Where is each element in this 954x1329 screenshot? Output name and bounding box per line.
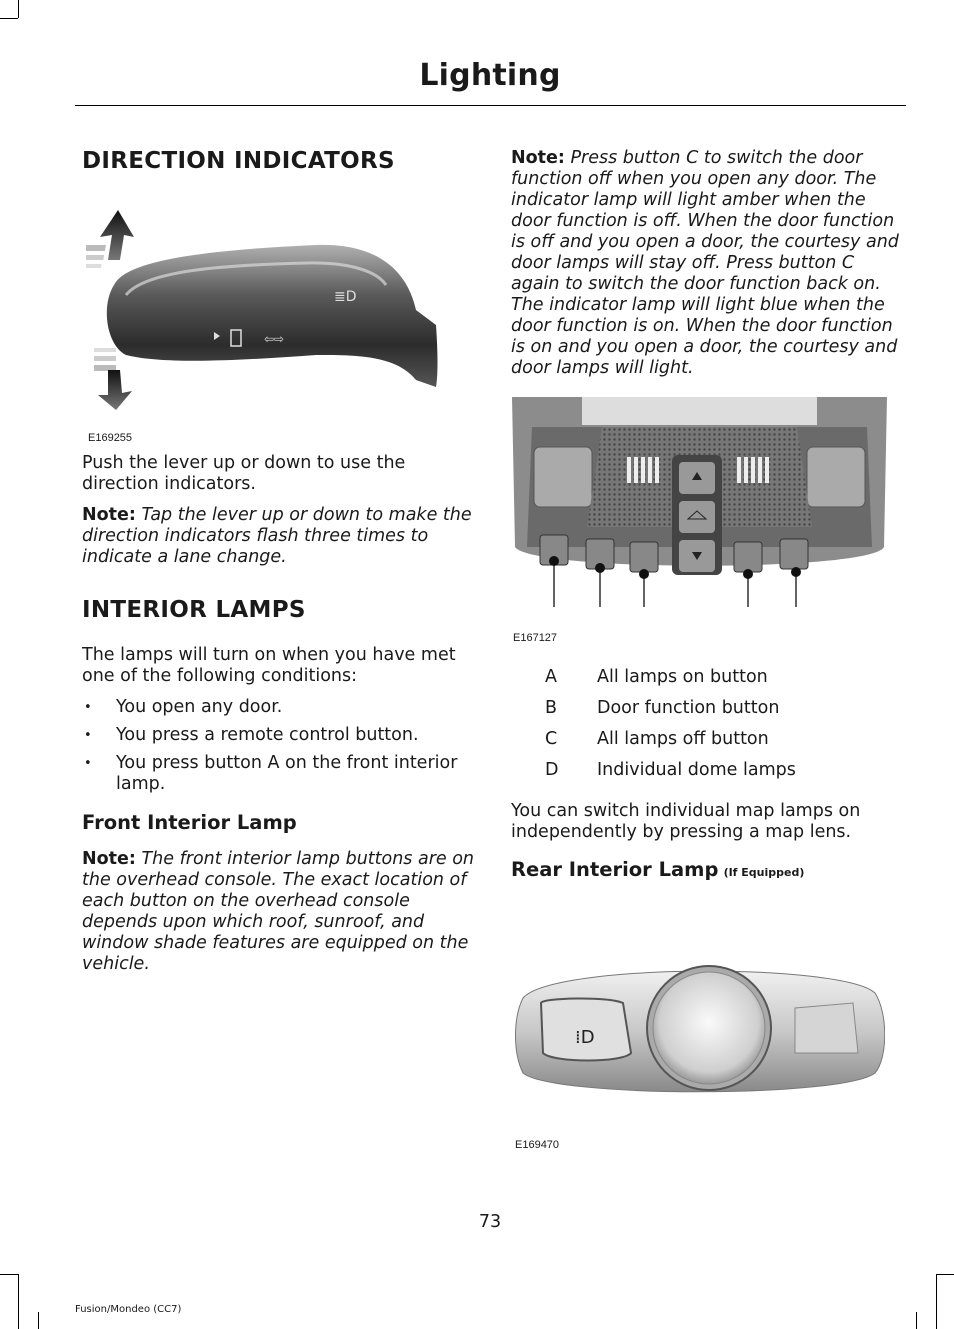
legend-letter: A [545, 667, 557, 687]
up-arrow-icon [86, 210, 134, 268]
svg-text:≣D: ≣D [334, 289, 357, 305]
legend-text: All lamps off button [597, 729, 769, 749]
legend-letter: C [545, 729, 558, 749]
direction-indicators-body: Push the lever up or down to use the direction indicators. [82, 453, 406, 494]
list-item: • You open any door. [82, 697, 477, 718]
note-text: Tap the lever up or down to make the direction indicators flash three times to indicate a lane change. [82, 505, 472, 567]
crop-mark-top-left-v [18, 0, 19, 18]
rear-lamp-title: Rear Interior Lamp [511, 858, 719, 881]
legend-row [511, 760, 906, 791]
rear-lamp-illustration [513, 958, 885, 1098]
header-rule [75, 105, 906, 106]
legend-row [511, 667, 906, 698]
conditions-list [82, 697, 477, 802]
console-legend [511, 667, 906, 791]
crop-mark-bottom-left-tick [38, 1312, 39, 1329]
page-title: Lighting [419, 58, 561, 93]
page-number: 73 [478, 1212, 502, 1232]
legend-text: Door function button [597, 698, 780, 718]
legend-row [511, 729, 906, 760]
indicator-lever-illustration [86, 205, 461, 415]
legend-text: All lamps on button [597, 667, 768, 687]
crop-mark-top-left [0, 18, 18, 19]
front-lamp-heading: Front Interior Lamp [82, 811, 297, 834]
map-lamps-text: You can switch individual map lamps on independently by pressing a map lens. [511, 801, 861, 842]
note-label: Note: [82, 849, 136, 869]
door-function-note [511, 148, 906, 379]
figure-id-rear-lamp: E169470 [515, 1139, 560, 1151]
crop-mark-bottom-right-tick [916, 1312, 917, 1329]
down-arrow-icon [94, 348, 132, 410]
figure-id-lever: E169255 [88, 432, 133, 444]
note-text: The front interior lamp buttons are on the overhead console. The exact location of each button on the overhead console depends upon which roof, sunroof, and window shade features are equipped on the vehicle. [82, 849, 475, 974]
lamp-icon: ⁞D [575, 1027, 595, 1048]
note-label: Note: [511, 148, 565, 168]
crop-mark-bottom-left-v [18, 1274, 19, 1329]
svg-text:⇦⇨: ⇦⇨ [264, 332, 285, 346]
rear-lamp-heading [511, 858, 804, 881]
overhead-console-illustration [512, 397, 887, 609]
crop-mark-bottom-left [0, 1274, 18, 1275]
crop-mark-bottom-right [936, 1274, 954, 1275]
note-text: Press button C to switch the door function off when you open any door. The indicator lamp will light amber when the door function is off. When the door function is off and you open a door, the courtesy and door lamps will stay off. Press button C again to switch the door function back on. The indicator lamp will light blue when the door function is on. When the door function is on and you open a door, the courtesy and door lamps will light. [511, 148, 899, 378]
interior-lamps-heading: INTERIOR LAMPS [82, 597, 306, 623]
model-footer: Fusion/Mondeo (CC7) [75, 1304, 182, 1315]
direction-indicators-note [82, 505, 477, 568]
list-item: • You press a remote control button. [82, 725, 477, 746]
direction-indicators-heading: DIRECTION INDICATORS [82, 148, 395, 174]
legend-text: Individual dome lamps [597, 760, 796, 780]
interior-lamps-intro: The lamps will turn on when you have met one of the following conditions: [82, 645, 456, 686]
front-lamp-note [82, 849, 477, 975]
legend-letter: D [545, 760, 559, 780]
figure-id-console: E167127 [513, 632, 558, 644]
list-item: • You press button A on the front interior lamp. [82, 753, 477, 795]
legend-row [511, 698, 906, 729]
note-label: Note: [82, 505, 136, 525]
crop-mark-bottom-right-v [936, 1274, 937, 1329]
legend-letter: B [545, 698, 558, 718]
rear-lamp-qualifier: (If Equipped) [723, 866, 805, 879]
